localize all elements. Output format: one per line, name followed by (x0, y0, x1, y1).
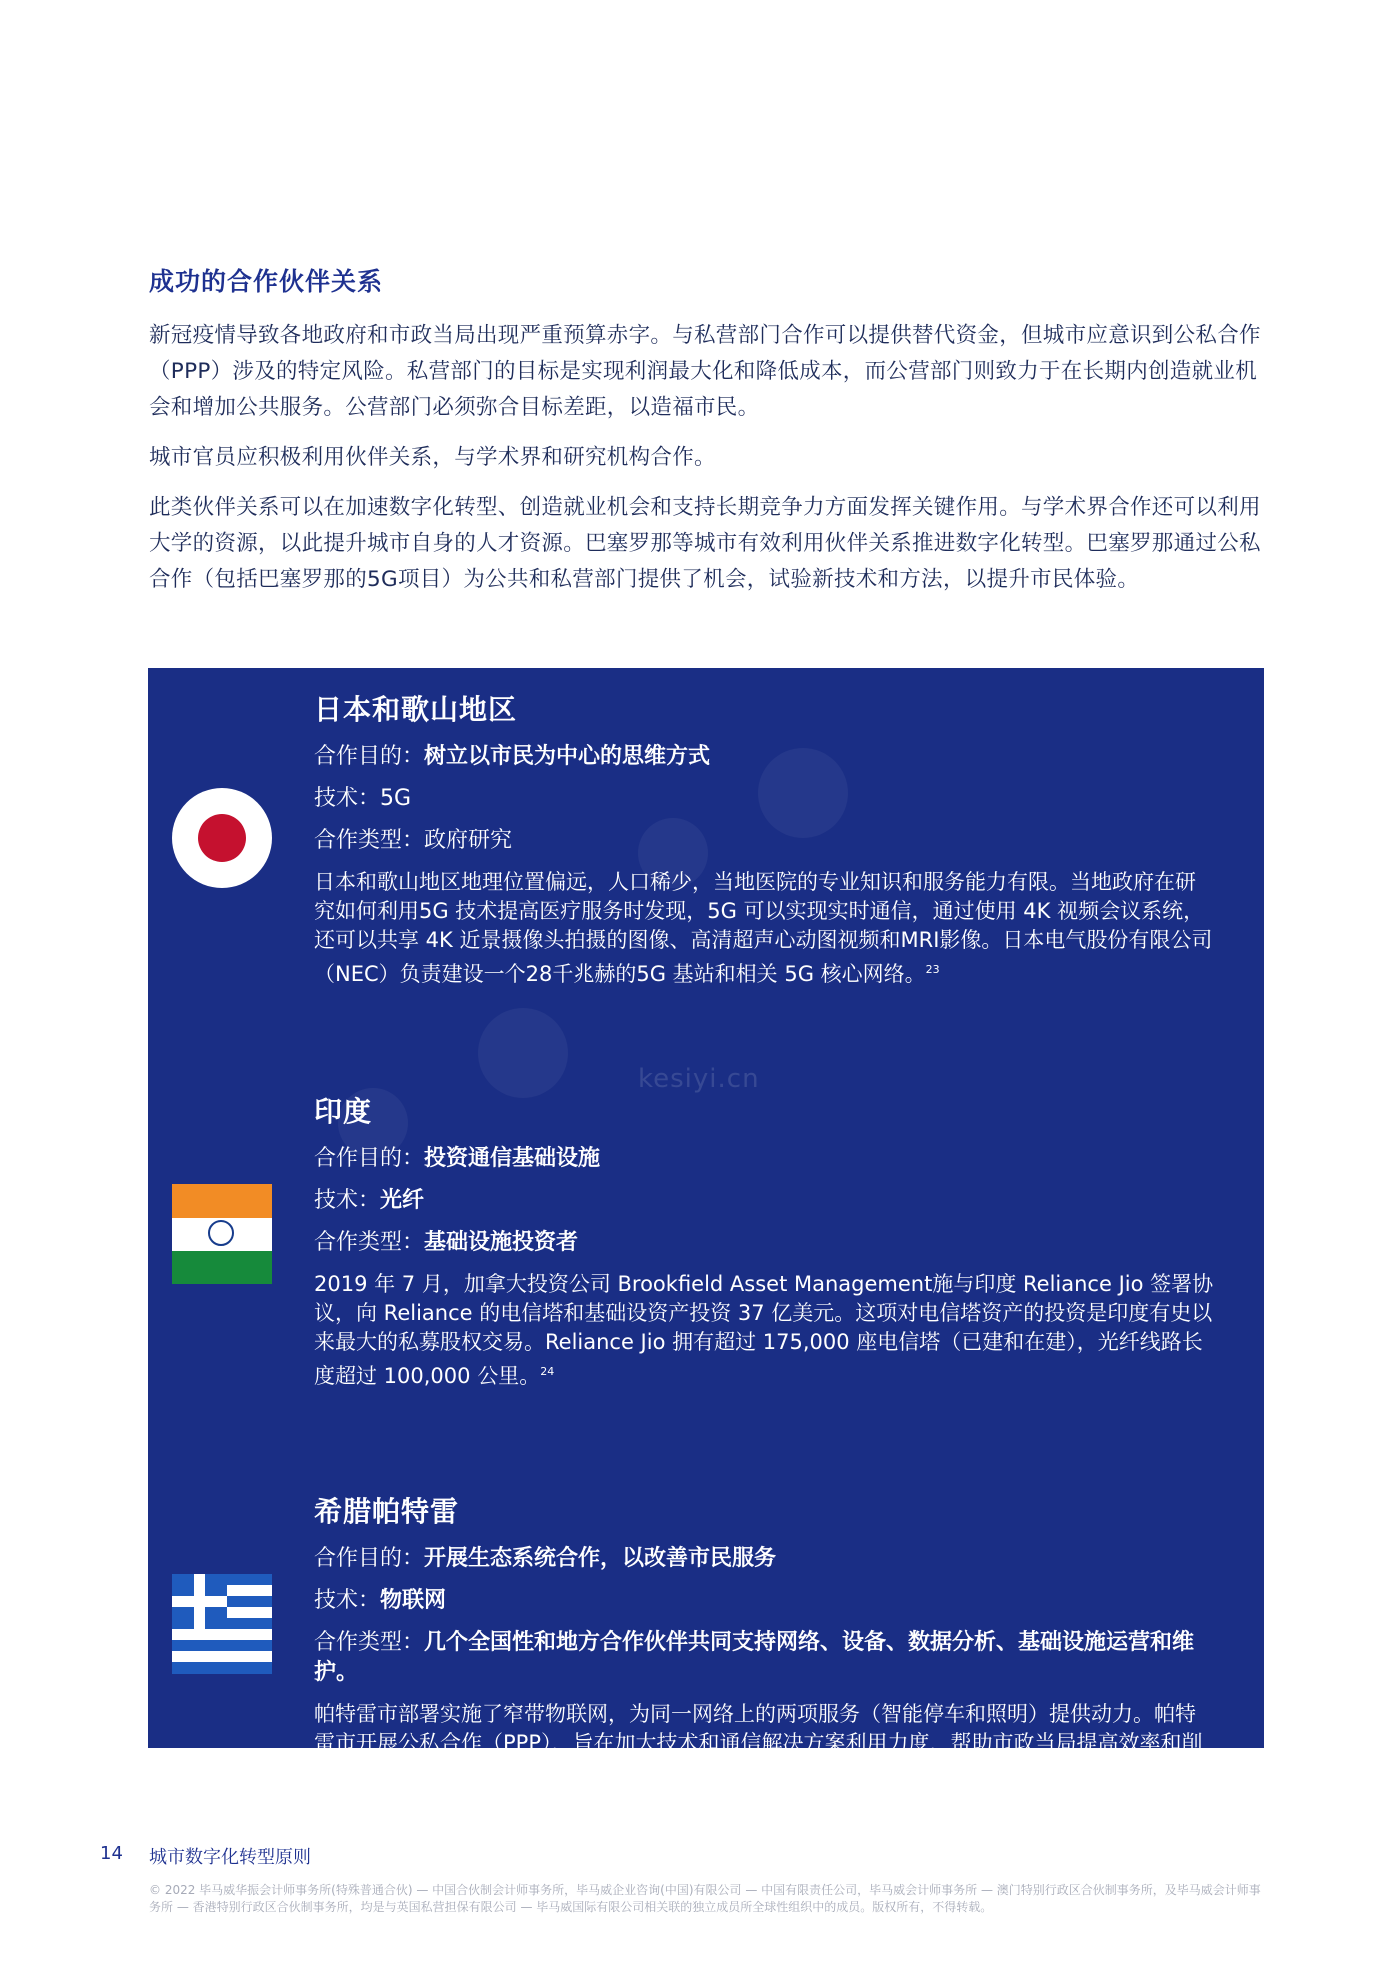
partnership-paragraph: 此类伙伴关系可以在加速数字化转型、创造就业机会和支持长期竞争力方面发挥关键作用。与学术界合作还可以利用大学的资源，以此提升城市自身的人才资源。巴塞罗那等城市有效利用伙伴关系推进数字化转型。巴塞罗那通过公私合作（包括巴塞罗那的5G项目）为公共和私营部门提供了机会，试验新技术和方法，以提升市民体验。 (149, 495, 1261, 592)
japan-flag-icon (172, 788, 272, 888)
case-description: 帕特雷市部署实施了窄带物联网，为同一网络上的两项服务（智能停车和照明）提供动力。帕特雷市开展公私合作（PPP），旨在加大技术和通信解决方案利用力度，帮助市政当局提高效率和削减成本。$^{25}$ (314, 1702, 1203, 1789)
case-greece (314, 1490, 1214, 1792)
watermark-text: kesiyi.cn (638, 1064, 760, 1094)
greece-flag-icon (172, 1574, 272, 1674)
case-purpose: 合作目的：投资通信基础设施 (314, 1146, 601, 1171)
footnote: 23 (925, 963, 940, 976)
footnote: 24 (540, 1365, 555, 1378)
case-tech: 技术：5G (314, 786, 412, 811)
case-japan (314, 688, 1214, 989)
case-description: 2019 年 7 月，加拿大投资公司 Brookfield Asset Management施与印度 Reliance Jio 签署协议，向 Reliance 的电信塔和基础设资产投资 37 亿美元。这项对电信塔资产的投资是印度有史以来最大的私募股权交易。Reliance Jio 拥有超过 175,000 座电信塔（已建和在建），光纤线路长度超过 100,000 公里。$^{24}$ (314, 1272, 1214, 1388)
case-type: 合作类型：政府研究 (314, 828, 513, 853)
page-number: 14 (100, 1843, 123, 1864)
case-tech: 技术：物联网 (314, 1588, 447, 1613)
section-title: 成功的合作伙伴关系 (149, 267, 384, 296)
case-title: 日本和歌山地区 (314, 693, 518, 726)
officials-paragraph: 城市官员应积极利用伙伴关系，与学术界和研究机构合作。 (149, 445, 716, 470)
intro-paragraph: 新冠疫情导致各地政府和市政当局出现严重预算赤字。与私营部门合作可以提供替代资金，但城市应意识到公私合作（PPP）涉及的特定风险。私营部门的目标是实现利润最大化和降低成本，而公营部门则致力于在长期内创造就业机会和增加公共服务。公营部门必须弥合目标差距，以造福市民。 (149, 323, 1261, 420)
case-india (314, 1090, 1214, 1391)
footnote: 25 (398, 1766, 412, 1779)
document-title: 城市数字化转型原则 (149, 1847, 311, 1868)
case-title: 希腊帕特雷 (314, 1495, 460, 1528)
case-purpose: 合作目的：开展生态系统合作，以改善市民服务 (314, 1546, 777, 1571)
case-purpose: 合作目的：树立以市民为中心的思维方式 (314, 744, 711, 769)
case-study-panel (148, 668, 1264, 1789)
case-type: 合作类型：几个全国性和地方合作伙伴共同支持网络、设备、数据分析、基础设施运营和维护。 (314, 1630, 1195, 1685)
case-description: 日本和歌山地区地理位置偏远，人口稀少，当地医院的专业知识和服务能力有限。当地政府在研究如何利用5G 技术提高医疗服务时发现，5G 可以实现实时通信，通过使用 4K 视频会议系统，还可以共享 4K 近景摄像头拍摄的图像、高清超声心动图视频和MRI影像。日本电气股份有限公司（NEC）负责建设一个28千兆赫的5G 基站和相关 5G 核心网络。$^{23}$ (314, 870, 1213, 986)
copyright-notice: © 2022 毕马威华振会计师事务所(特殊普通合伙) — 中国合伙制会计师事务所，毕马威企业咨询(中国)有限公司 — 中国有限责任公司，毕马威会计师事务所 — 澳门特别行政区合伙制事务所，及毕马威会计师事务所 — 香港特别行政区合伙制事务所，均是与英国私营担保有限公司 — 毕马威国际有限公司相关联的独立成员所全球性组织中的成员。版权所有，不得转载。 (149, 1883, 1261, 1914)
watermark-figure (478, 1008, 568, 1098)
case-type: 合作类型：基础设施投资者 (314, 1230, 579, 1255)
case-title: 印度 (314, 1095, 373, 1128)
case-tech: 技术：光纤 (314, 1188, 425, 1213)
india-flag-icon (172, 1184, 272, 1284)
